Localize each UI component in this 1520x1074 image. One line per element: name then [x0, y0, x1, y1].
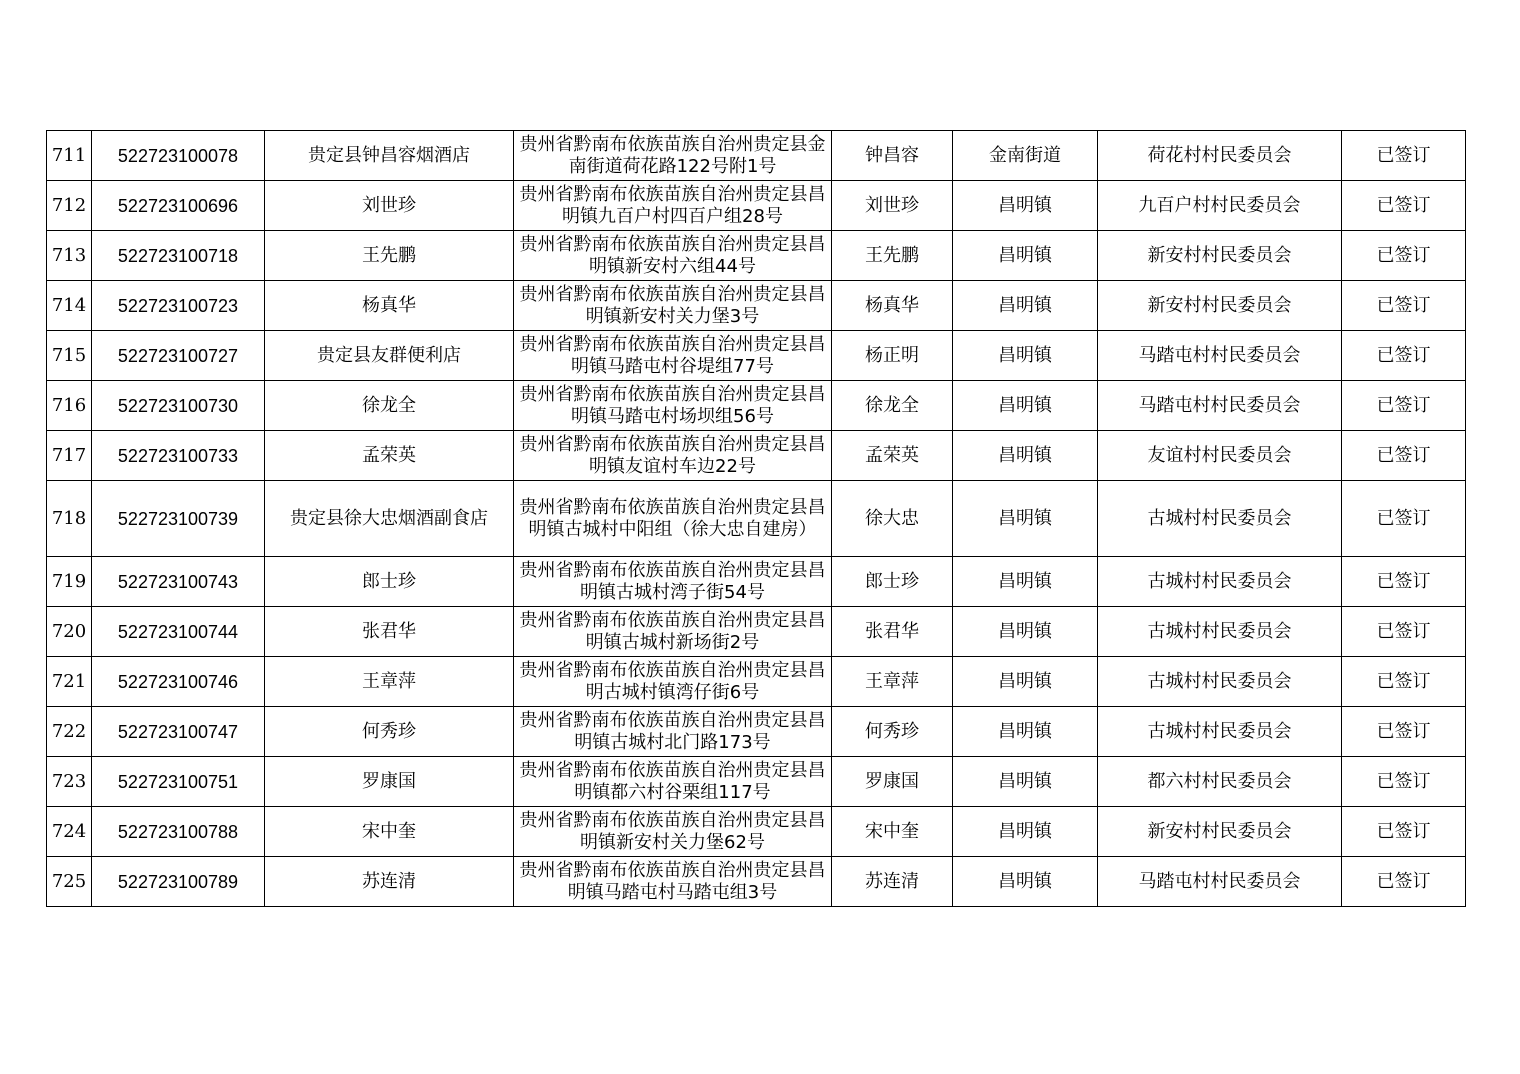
business-name: 郎士珍 [265, 557, 514, 607]
business-address: 贵州省黔南布依族苗族自治州贵定县昌明镇古城村中阳组（徐大忠自建房） [514, 481, 832, 557]
sign-status: 已签订 [1342, 557, 1466, 607]
row-number: 712 [47, 181, 92, 231]
town-name: 昌明镇 [953, 807, 1098, 857]
business-address: 贵州省黔南布依族苗族自治州贵定县昌明镇新安村关力堡62号 [514, 807, 832, 857]
owner-name: 杨真华 [832, 281, 953, 331]
business-name: 宋中奎 [265, 807, 514, 857]
table-row [47, 857, 1466, 907]
village-committee: 新安村村民委员会 [1098, 231, 1342, 281]
license-code: 522723100788 [92, 807, 265, 857]
owner-name: 孟荣英 [832, 431, 953, 481]
village-committee: 古城村村民委员会 [1098, 657, 1342, 707]
registry-table [46, 130, 1466, 907]
sign-status: 已签订 [1342, 481, 1466, 557]
town-name: 昌明镇 [953, 707, 1098, 757]
sign-status: 已签订 [1342, 431, 1466, 481]
table-row [47, 381, 1466, 431]
village-committee: 古城村村民委员会 [1098, 607, 1342, 657]
license-code: 522723100739 [92, 481, 265, 557]
table-row [47, 481, 1466, 557]
row-number: 715 [47, 331, 92, 381]
business-address: 贵州省黔南布依族苗族自治州贵定县金南街道荷花路122号附1号 [514, 131, 832, 181]
row-number: 711 [47, 131, 92, 181]
business-address: 贵州省黔南布依族苗族自治州贵定县昌明古城村镇湾仔街6号 [514, 657, 832, 707]
row-number: 722 [47, 707, 92, 757]
row-number: 724 [47, 807, 92, 857]
sign-status: 已签订 [1342, 281, 1466, 331]
owner-name: 何秀珍 [832, 707, 953, 757]
owner-name: 王先鹏 [832, 231, 953, 281]
license-code: 522723100730 [92, 381, 265, 431]
business-address: 贵州省黔南布依族苗族自治州贵定县昌明镇新安村六组44号 [514, 231, 832, 281]
town-name: 昌明镇 [953, 281, 1098, 331]
village-committee: 古城村村民委员会 [1098, 557, 1342, 607]
table-body [47, 131, 1466, 907]
business-address: 贵州省黔南布依族苗族自治州贵定县昌明镇古城村北门路173号 [514, 707, 832, 757]
business-name: 王先鹏 [265, 231, 514, 281]
business-address: 贵州省黔南布依族苗族自治州贵定县昌明镇都六村谷栗组117号 [514, 757, 832, 807]
business-address: 贵州省黔南布依族苗族自治州贵定县昌明镇新安村关力堡3号 [514, 281, 832, 331]
sign-status: 已签订 [1342, 807, 1466, 857]
row-number: 714 [47, 281, 92, 331]
business-address: 贵州省黔南布依族苗族自治州贵定县昌明镇马踏屯村马踏屯组3号 [514, 857, 832, 907]
row-number: 725 [47, 857, 92, 907]
owner-name: 钟昌容 [832, 131, 953, 181]
village-committee: 新安村村民委员会 [1098, 807, 1342, 857]
business-name: 罗康国 [265, 757, 514, 807]
sign-status: 已签订 [1342, 131, 1466, 181]
business-name: 张君华 [265, 607, 514, 657]
table-row [47, 657, 1466, 707]
town-name: 昌明镇 [953, 181, 1098, 231]
town-name: 昌明镇 [953, 757, 1098, 807]
license-code: 522723100743 [92, 557, 265, 607]
table-row [47, 431, 1466, 481]
license-code: 522723100747 [92, 707, 265, 757]
row-number: 718 [47, 481, 92, 557]
license-code: 522723100723 [92, 281, 265, 331]
table-row [47, 281, 1466, 331]
business-name: 刘世珍 [265, 181, 514, 231]
town-name: 昌明镇 [953, 381, 1098, 431]
sign-status: 已签订 [1342, 757, 1466, 807]
table-row [47, 607, 1466, 657]
business-name: 王章萍 [265, 657, 514, 707]
business-address: 贵州省黔南布依族苗族自治州贵定县昌明镇古城村新场街2号 [514, 607, 832, 657]
license-code: 522723100696 [92, 181, 265, 231]
owner-name: 张君华 [832, 607, 953, 657]
business-address: 贵州省黔南布依族苗族自治州贵定县昌明镇马踏屯村谷堤组77号 [514, 331, 832, 381]
village-committee: 九百户村村民委员会 [1098, 181, 1342, 231]
business-name: 贵定县友群便利店 [265, 331, 514, 381]
town-name: 昌明镇 [953, 231, 1098, 281]
table-row [47, 331, 1466, 381]
license-code: 522723100789 [92, 857, 265, 907]
town-name: 昌明镇 [953, 657, 1098, 707]
sign-status: 已签订 [1342, 331, 1466, 381]
table-row [47, 557, 1466, 607]
sign-status: 已签订 [1342, 231, 1466, 281]
row-number: 720 [47, 607, 92, 657]
owner-name: 苏连清 [832, 857, 953, 907]
owner-name: 王章萍 [832, 657, 953, 707]
village-committee: 马踏屯村村民委员会 [1098, 381, 1342, 431]
table-row [47, 707, 1466, 757]
owner-name: 杨正明 [832, 331, 953, 381]
business-address: 贵州省黔南布依族苗族自治州贵定县昌明镇九百户村四百户组28号 [514, 181, 832, 231]
license-code: 522723100746 [92, 657, 265, 707]
row-number: 721 [47, 657, 92, 707]
business-name: 苏连清 [265, 857, 514, 907]
sign-status: 已签订 [1342, 381, 1466, 431]
owner-name: 徐大忠 [832, 481, 953, 557]
town-name: 昌明镇 [953, 557, 1098, 607]
table-row [47, 807, 1466, 857]
sign-status: 已签订 [1342, 657, 1466, 707]
row-number: 723 [47, 757, 92, 807]
owner-name: 宋中奎 [832, 807, 953, 857]
row-number: 717 [47, 431, 92, 481]
town-name: 昌明镇 [953, 431, 1098, 481]
owner-name: 罗康国 [832, 757, 953, 807]
business-name: 孟荣英 [265, 431, 514, 481]
license-code: 522723100718 [92, 231, 265, 281]
sign-status: 已签订 [1342, 607, 1466, 657]
sign-status: 已签订 [1342, 181, 1466, 231]
license-code: 522723100744 [92, 607, 265, 657]
town-name: 金南街道 [953, 131, 1098, 181]
village-committee: 荷花村村民委员会 [1098, 131, 1342, 181]
license-code: 522723100078 [92, 131, 265, 181]
business-address: 贵州省黔南布依族苗族自治州贵定县昌明镇友谊村车边22号 [514, 431, 832, 481]
license-code: 522723100733 [92, 431, 265, 481]
owner-name: 徐龙全 [832, 381, 953, 431]
village-committee: 古城村村民委员会 [1098, 707, 1342, 757]
town-name: 昌明镇 [953, 857, 1098, 907]
village-committee: 马踏屯村村民委员会 [1098, 857, 1342, 907]
town-name: 昌明镇 [953, 481, 1098, 557]
business-name: 徐龙全 [265, 381, 514, 431]
village-committee: 马踏屯村村民委员会 [1098, 331, 1342, 381]
business-name: 杨真华 [265, 281, 514, 331]
business-address: 贵州省黔南布依族苗族自治州贵定县昌明镇古城村湾子街54号 [514, 557, 832, 607]
table-row [47, 231, 1466, 281]
row-number: 713 [47, 231, 92, 281]
owner-name: 刘世珍 [832, 181, 953, 231]
sign-status: 已签订 [1342, 707, 1466, 757]
row-number: 716 [47, 381, 92, 431]
license-code: 522723100751 [92, 757, 265, 807]
village-committee: 新安村村民委员会 [1098, 281, 1342, 331]
village-committee: 友谊村村民委员会 [1098, 431, 1342, 481]
table-row [47, 131, 1466, 181]
village-committee: 都六村村民委员会 [1098, 757, 1342, 807]
business-name: 贵定县徐大忠烟酒副食店 [265, 481, 514, 557]
town-name: 昌明镇 [953, 331, 1098, 381]
village-committee: 古城村村民委员会 [1098, 481, 1342, 557]
town-name: 昌明镇 [953, 607, 1098, 657]
owner-name: 郎士珍 [832, 557, 953, 607]
business-name: 贵定县钟昌容烟酒店 [265, 131, 514, 181]
row-number: 719 [47, 557, 92, 607]
table-row [47, 181, 1466, 231]
business-name: 何秀珍 [265, 707, 514, 757]
business-address: 贵州省黔南布依族苗族自治州贵定县昌明镇马踏屯村场坝组56号 [514, 381, 832, 431]
table-row [47, 757, 1466, 807]
sign-status: 已签订 [1342, 857, 1466, 907]
license-code: 522723100727 [92, 331, 265, 381]
